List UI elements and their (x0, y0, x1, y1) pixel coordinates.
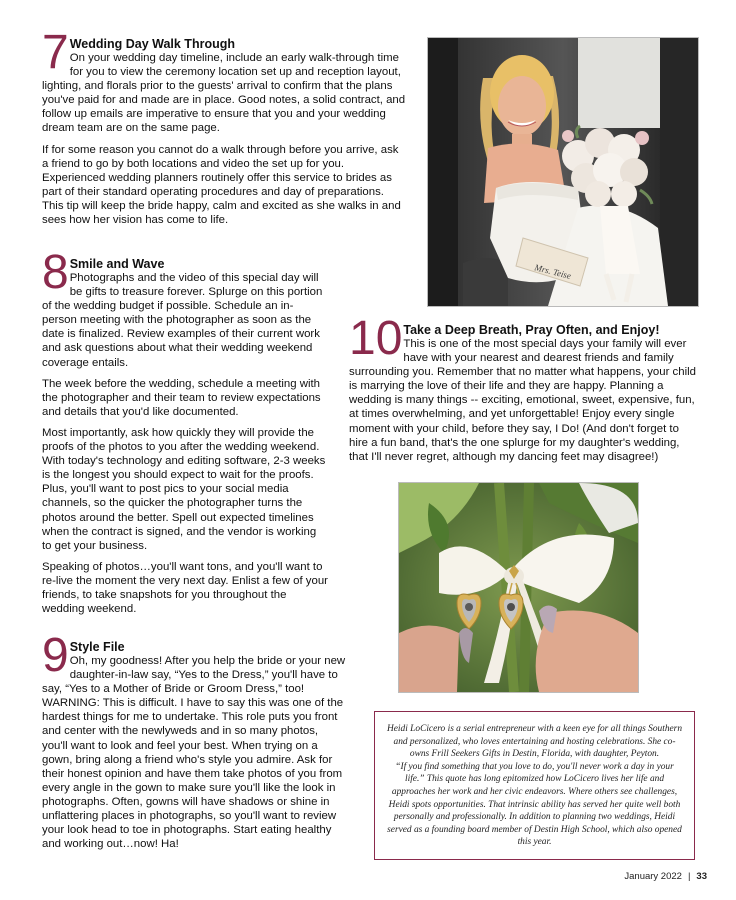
page-footer (624, 871, 707, 882)
bio-paragraph: Heidi LoCicero is a serial entrepreneur with a keen eye for all things Southern and personalized, who loves entertaining and hosting celebrations. She co-owns Frill Seekers Gifts in Destin, Florida, with daughter, Peyton. (387, 724, 683, 760)
section-heading: Wedding Day Walk Through (69, 37, 235, 51)
bio-paragraph: “If you find something that you love to do, you'll never work a day in your life.” This quote has long epitomized how LoCicero lives her life and approaches her work and her civic endeavors. Where others see challenges, Heidi spots opportunities. That intrinsic ability has served her quite well both personally and professionally. In addition to planning two weddings, Heidi served as a founding board member of Destin High School, which also opened this year. (387, 761, 682, 848)
section-number: 7 (42, 26, 69, 79)
paragraph: Most importantly, ask how quickly they will provide the proofs of the photos to you after the wedding weekend. With today's technology and editing software, 2-3 weeks is the longest you should expect to wait for the proofs. Plus, you'll want to post pics to your social media channels, so the quicker the photographer turns the photos around the better. Spell out expected timelines when the contract is signed, and the vendor is working to get your business. (42, 426, 326, 552)
paragraph: On your wedding day timeline, include an early walk-through time for you to view the ceremony location set up and reception layout, lighting, and florals prior to the guests' arrival to confirm that the plans you've paid for and made are in place. Good notes, a solid contract, and follow up emails are imperative to ensure that you and your wedding dream team are on the same page. (42, 52, 406, 135)
section-7 (42, 26, 406, 227)
section-8 (42, 246, 328, 616)
section-number: 9 (42, 629, 69, 682)
paragraph: Oh, my goodness! After you help the bride or your new daughter-in-law say, “Yes to the Dress,” you'll have to say, “Yes to a Mother of Bride or Groom Dress,” too! WARNING: This is difficult. I have to say this was one of the hardest things for me to undertake. This role puts you front and center with the newlyweds and in so many photos, you'll want to look and feel your best. When trying on a gown, bring along a friend who's style you admire. Ask for their honest opinion and have them take photos of you from every angle in the gown to make sure you'll like the look in photographs. Often, gowns will have shadows or shine in unflattering places in photographs, so you'll want to review your look head to toe in photographs. Start eating healthy and working out…now! Ha! (42, 655, 346, 851)
page-number: 33 (696, 871, 707, 882)
bride-photo (427, 37, 699, 307)
bride-illustration (428, 38, 698, 306)
footer-separator: | (687, 871, 691, 882)
locket-illustration (399, 483, 638, 692)
paragraph: The week before the wedding, schedule a meeting with the photographer and their team to review expectations and details that you'd like documented. (42, 377, 321, 418)
section-number: 8 (42, 246, 69, 299)
section-9 (42, 629, 346, 851)
section-number: 10 (349, 312, 403, 365)
issue-date: January 2022 (624, 871, 682, 882)
section-heading: Style File (69, 640, 125, 654)
paragraph: If for some reason you cannot do a walk through before you arrive, ask a friend to go by both locations and video the set up for you. Experienced wedding planners routinely offer this service to brides as part of their standard operating procedures and day of preparations. This tip will keep the bride happy, calm and excited as she walks in and sees how her vision has come to life. (42, 143, 401, 227)
section-heading: Take a Deep Breath, Pray Often, and Enjoy! (403, 323, 660, 337)
section-10 (349, 312, 699, 464)
paragraph: Speaking of photos…you'll want tons, and you'll want to re-live the moment the very next day. Enlist a few of your friends, to take snapshots for you throughout the wedding weekend. (42, 560, 328, 616)
locket-photo (398, 482, 639, 693)
section-heading: Smile and Wave (69, 257, 165, 271)
pouch-text: Mrs. Teise (533, 262, 573, 281)
author-bio (374, 711, 695, 860)
paragraph: This is one of the most special days your family will ever have with your nearest and dearest friends and family surrounding you. Remember that no matter what happens, your child is marrying the love of their life and they are happy. Planning a wedding is many things -- exciting, emotional, sweet, expensive, fun, at times overwhelming, and yet unforgettable! Enjoy every single moment with your child, before they say, I Do! (And don't forget to hire a fun band, that's the one splurge for my daughter's wedding, that I'll never regret, although my dancing feet may disagree!) (349, 338, 696, 463)
paragraph: Photographs and the video of this special day will be gifts to treasure forever. Splurge on this portion of the wedding budget if possible. Schedule an in-person meeting with the photographer as soon as the date is finalized. Review examples of their current work and ask questions about what their wedding weekend coverage entails. (42, 272, 323, 369)
